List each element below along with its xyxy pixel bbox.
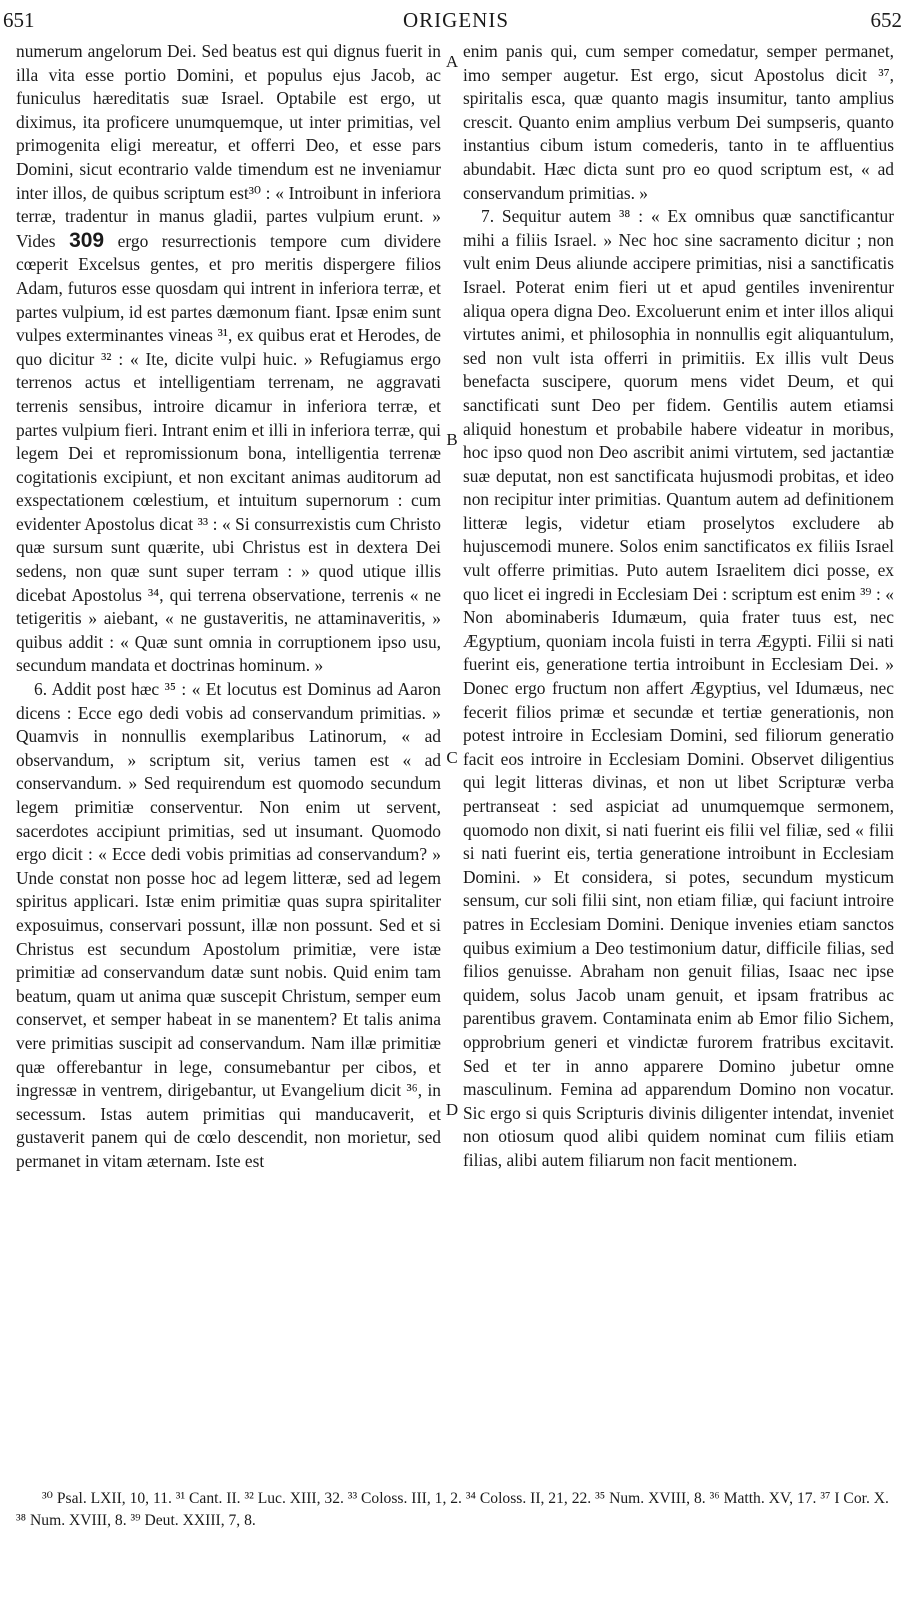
page-header [0,6,912,36]
margin-letter-d: D [445,1100,459,1119]
margin-letter-a: A [445,52,459,71]
margin-letter-c: C [446,748,458,767]
left-paragraph-2: 6. Addit post hæc ³⁵ : « Et locutus est Dominus ad Aaron dicens : Ecce ego dedi vobis ad conservandum primitias. » Quamvis in nonnullis exemplaribus Latinorum, « ad observandum, » scriptum sit, verius tamen est « ad conservandum. » Sed requirendum est quomodo secundum legem primitiæ conserventur. Non enim ut servent, sacerdotes accipiunt primitias, sed ut insumant. Quomodo ergo dicit : « Ecce dedi vobis primitias ad conservandum? » Unde constat non posse hoc ad legem litteræ, sed ad legem spiritus applicari. Istæ enim primitiæ quas supra spiritaliter exposuimus, conservari possunt, illæ non possunt. Sed et si Christus est secundum Apostolum primitiæ, vere istæ primitiæ ad conservandum datæ sunt nobis. Quid enim tam beatum, quam ut anima quæ suscepit Christum, semper eum conservet, et semper habeat in se manentem? Et talis anima vere primitias suscipit ad conservandum. Nam illæ primitiæ quæ offerebantur in lege, consumebantur per cibos, et ingressæ in ventrem, dirigebantur, ut Evangelium dicit ³⁶, in secessum. Istas autem primitias qui manducaverit, et gustaverit panem qui de cœlo descendit, non morietur, sed permanet in vitam æternam. Iste est [16,679,441,1171]
right-page-number: 652 [870,8,902,32]
footnote-line: ³⁰ Psal. LXII, 10, 11. ³¹ Cant. II. ³² Luc. XIII, 32. ³³ Coloss. III, 1, 2. ³⁴ Coloss. II, 21, 22. ³⁵ Num. XVIII, 8. ³⁶ Matth. XV, 17. ³⁷ I Cor. X. ³⁸ Num. XVIII, 8. ³⁹ Deut. XXIII, 7, 8. [16,1490,889,1529]
left-paragraph-1-end: ergo resurrectionis tempore cum dividere cœperit Excelsus gentes, et pro meritis dispergere filios Adam, futuros esse quosdam qui intrent in inferiora terræ, et partes vulpium, id est partes dæmonum fiant. Ipsæ enim sunt vulpes exterminantes vineas ³¹, ex quibus erat et Herodes, de quo dicitur ³² : « Ite, dicite vulpi huic. » Refugiamus ergo terrenos actus et intelligentiam terrenam, ne aggravati terrenis sensibus, introire dicamur in inferiora terræ, et partes vulpium fieri. Intrant enim et illi in inferiora terræ, qui legem Dei et repromissionum bona, intelligentia terrenæ cogitationis excipiunt, et non excitant animas auditorum ad exspectationem cœlestium, et intuitum supernorum : cum evidenter Apostolus dicat ³³ : « Si consurrexistis cum Christo quæ sursum sunt quærite, ubi Christus est in dextera Dei sedens, non quæ sunt super terram : » quod utique illis dicebat Apostolus ³⁴, qui terrena observatione, terrenis « ne tetigeritis » aiebant, « ne gustaveritis, ne attaminaveritis, » quibus addit : « Quæ sunt omnia in corruptionem ipso usu, secundum mandata et doctrinas hominum. » [16,230,441,676]
right-paragraph-2: 7. Sequitur autem ³⁸ : « Ex omnibus quæ sanctificantur mihi a filiis Israel. » Nec hoc sine sacramento dicitur ; non vult enim Deus aliunde accipere primitias, nisi a sanctificatis Israel. Poterat enim fieri ut et apud gentiles invenirentur aliqua opera digna Deo. Excoluerunt enim et inter illos aliqui virtutes animi, et philosophia in nonnullis egit aliquantulum, sed non vult ista offerri in primitiis. Ex illis vult Deus benefacta suscipere, quorum mens videt Deum, et qui sanctificati sunt Deo per fidem. Gentilis autem etiamsi aliquid honestum et probabile habere videatur in moribus, hoc ipso quod non Deo ascribit animi virtutem, sed jactantiæ suæ deputat, non est sanctificata hujusmodi probitas, et ideo non recipitur inter primitias. Quantum autem ad definitionem litteræ legis, videtur etiam proselytos excludere ab hujuscemodi munere. Solos enim sanctificatos ex filiis Israel vult offerre primitias. Puto autem Israelitem dici posse, ex quo licet ei ingredi in Ecclesiam Dei : scriptum est enim ³⁹ : « Non abominaberis Idumæum, quia frater tuus est, nec Ægyptium, quoniam incola fuisti in terra Ægypti. Filii si nati fuerint eis, generatione tertia introibunt in Ecclesiam Dei. » Donec ergo fructum non affert Ægyptius, vel Idumæus, nec fecerit filios primæ et secundæ et tertiæ generationis, non potest introire in Ecclesiam Domini, sed filiorum generatio facit eos introire in Ecclesiam Domini. Observet diligentius qui legit litteras divinas, et non ut libet Scripturæ verba pertranseat : sed aspiciat ad unumquemque sermonem, quomodo non dixit, si nati fuerint eis filii vel filiæ, sed « filii si nati fuerint eis, tertia generatione introibunt in Ecclesiam Domini. » Et considera, si potes, secundum mysticum sensum, cur soli filii sint, non etiam filiæ, qui faciunt introire patres in Ecclesiam Domini. Denique invenies etiam sanctos quibus eximium a Deo testimonium datur, difficile filias, sed filios genuisse. Abraham non genuit filias, Isaac nec ipse quidem, solus Jacob unam genuit, et ipsam fratribus ac parentibus gravem. Contaminata enim ab Emor filio Sichem, opprobrium generi et vindictæ furorem fratribus excitavit. Sed et ter in anno apparere Domino jubetur omne masculinum. Femina ad apparendum Domino non vocatur. Sic ergo si quis Scripturis divinis diligenter intendat, inveniet non otiosum quod alibi quidem nominat cum filiis etiam filias, alibi autem filiarum non facit mentionem. [463,206,894,1170]
footnotes [16,1488,894,1532]
left-paragraph-1 [16,40,441,678]
left-page-number: 651 [3,8,35,32]
right-column [463,40,894,1173]
running-title: ORIGENIS [403,8,509,32]
margin-letter-b: B [446,430,458,449]
left-column [16,40,441,1174]
column-number-marker: 309 [69,228,105,252]
right-paragraph-1: enim panis qui, cum semper comedatur, semper permanet, imo semper augetur. Est ergo, sicut Apostolus dicit ³⁷, spiritalis esca, quæ quanto magis insumitur, tanto amplius crescit. Quanto enim amplius verbum Dei sumpseris, quanto instantius cibum istum comederis, tanto in te affluentius abundabit. Hæc dicta sunt pro eo quod scriptum est, « ad conservandum primitias. » [463,41,894,203]
left-paragraph-1-start: numerum angelorum Dei. Sed beatus est qui dignus fuerit in illa vita esse portio Domini, et populus ejus Jacob, ac funiculus hæreditatis suæ Israel. Optabile est ergo, ut diximus, ita proficere unumquemque, ut inter primitias, vel primogenita eligi mereatur, et offerri Deo, et esse pars Domini, sicut econtrario valde timendum est ne inveniamur inter illos, de quibus scriptum est³⁰ : « Introibunt in inferiora terræ, tradentur in manus gladii, partes vulpium erunt. » Vides [16,41,441,251]
